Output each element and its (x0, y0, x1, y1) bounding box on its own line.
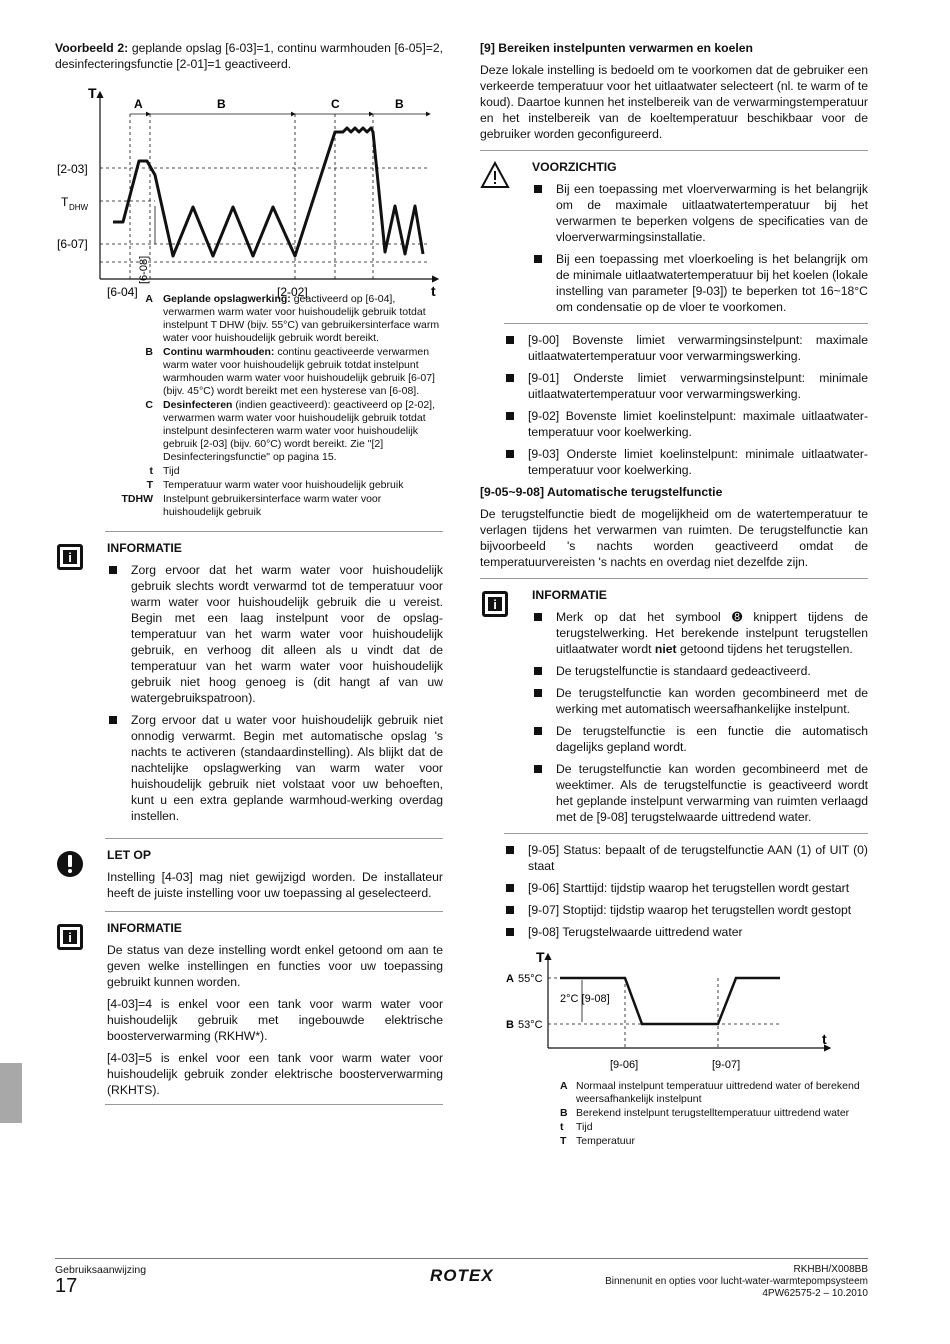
temperature-curve (113, 128, 423, 256)
x-axis-label: t (822, 1031, 827, 1047)
info-title: INFORMATIE (107, 541, 182, 555)
legend-row-a: A Normaal instelpunt temperatuur uittredend water of berekend weersafhankelijk instelpunt (560, 1080, 860, 1105)
example-heading: Voorbeeld 2: geplande opslag [6-03]=1, continu warmhouden [6-05]=2, desinfecteringsfunctie [2-01]=1 geactiveerd. (55, 41, 443, 71)
divider (105, 911, 443, 912)
footer-doc-title: Gebruiksaanwijzing (55, 1264, 147, 1276)
list-item: Zorg ervoor dat het warm water voor huishoudelijk gebruik slechts wordt verwarmd tot de temperatuur voor warm water voor huishoudelijk gebruik die u vereist. Begin met een laag instelpunt voor de opslag-temperatuur van het warm water voor huishoudelijk gebruik, en verhoog dit alleen als u vindt dat de temperatuur van het warm water voor huishoudelijk gebruik niet hoog genoeg is (dit hangt af van uw watergebruikspatroon). (107, 562, 443, 706)
x-label-6-04: [6-04] (107, 285, 138, 299)
b-label: B (506, 1019, 514, 1031)
footer-right (605, 1264, 868, 1300)
list-item: [9-03] Onderste limiet koelinstelpunt: minimale uitlaatwater-temperatuur voor koelwerking. (504, 446, 868, 478)
right-column (480, 40, 868, 1149)
divider (105, 1104, 443, 1105)
caution-box (480, 159, 868, 315)
info-box-3 (480, 587, 868, 825)
svg-text:i: i (68, 550, 72, 565)
legend-row-t: t Tijd (149, 465, 180, 477)
section-heading: [9] Bereiken instelpunten verwarmen en koelen (480, 41, 753, 55)
x-label-2-02: [2-02] (277, 285, 308, 299)
info-icon (55, 542, 85, 572)
list-item: [9-06] Starttijd: tijdstip waarop het terugstellen wordt gestart (504, 880, 868, 896)
setback-parameter-list (504, 842, 868, 940)
list-item: Merk op dat het symbool ➑ knippert tijdens de terugstelwerking. Het berekende instelpunt terugstellen uitlaatwater wordt niet getoond tijdens het terugstellen. (532, 609, 868, 657)
divider (504, 833, 868, 834)
letop-title: LET OP (107, 848, 152, 862)
caution-title: VOORZICHTIG (532, 160, 617, 174)
divider (105, 838, 443, 839)
list-item: [9-07] Stoptijd: tijdstip waarop het terugstellen wordt gestopt (504, 902, 868, 918)
phase-label-c: C (331, 97, 340, 111)
y-label-6-07: [6-07] (57, 237, 88, 251)
legend-row-c: C Desinfecteren (indien geactiveerd): geactiveerd op [2-02], verwarmen warm water voor huishoudelijk gebruik totdat instelpunt desinfecteren warm water voor huishoudelijk gebruik [2-03] (bijv. 60°C) wordt bereikt. Zie "[2] Desinfecteringsfunctie" op pagina 15. (145, 399, 435, 463)
list-item: De terugstelfunctie is standaard gedeactiveerd. (532, 663, 868, 679)
list-item: [9-01] Onderste limiet verwarmingsinstelpunt: minimale uitlaatwatertemperatuur voor verwarmingswerking. (504, 370, 868, 402)
x-label-9-07: [9-07] (712, 1059, 741, 1071)
divider (504, 323, 868, 324)
section-text: Deze lokale instelling is bedoeld om te voorkomen dat de gebruiker een verkeerde temperatuur voor het uitlaatwater selecteert (nl. te warm of te koud). Daartoe kunnen het instelbereik van de verwarmingstemperatuur en het instelbereik van de koeltemperatuur beschikbaar voor de gebruiker worden geconfigureerd. (480, 63, 868, 141)
x-label-9-06: [9-06] (610, 1059, 639, 1071)
info-list (532, 609, 868, 825)
chart2-legend (560, 1080, 868, 1148)
list-item: De terugstelfunctie is een functie die automatisch dagelijks gepland wordt. (532, 723, 868, 755)
info-title: INFORMATIE (107, 921, 182, 935)
divider (480, 578, 868, 579)
y-label-2-03: [2-03] (57, 162, 88, 176)
info-list (107, 562, 443, 824)
y-label-tdhw-sub: DHW (69, 203, 89, 212)
info-box-1 (55, 540, 443, 824)
delta-label: 2°C [9-08] (560, 993, 610, 1005)
footer-desc: Binnenunit en opties voor lucht-water-warmtepompsysteem (605, 1276, 868, 1287)
reference-lines (548, 978, 780, 1048)
hysteresis-label: [6-08] (138, 255, 150, 284)
rotex-logo: ROTEX (430, 1266, 494, 1285)
b-value: 53°C (518, 1019, 543, 1031)
legend-row-t: t Tijd (560, 1121, 593, 1133)
divider (480, 150, 868, 151)
list-item: [9-02] Bovenste limiet koelinstelpunt: maximale uitlaatwater-temperatuur voor koelwerking. (504, 408, 868, 440)
a-label: A (506, 973, 514, 985)
legend-row-a: A Geplande opslagwerking: geactiveerd op [6-04], verwarmen warm water voor huishoudelijk gebruik totdat instelpunt T DHW (bijv. 55°C) van gebruikersinterface warm water voor huishoudelijk gebruik wordt bereikt. (145, 293, 440, 344)
page-number: 17 (55, 1275, 78, 1297)
section-text: De terugstelfunctie biedt de mogelijkheid om de watertemperatuur te verlagen tijdens het verwarmen van ruimten. De terugstelfunctie kan bijvoorbeeld 's nachts worden geactiveerd omdat de temperatuurvereisten 's nachts en overdag niet dezelfde zijn. (480, 507, 868, 569)
info-icon (55, 922, 85, 952)
legend-row-b: B Continu warmhouden: continu geactiveerde verwarmen warm water voor huishoudelijk gebruik totdat instelpunt warmhouden warm water voor huishoudelijk gebruik [6-07] (bijv. 45°C) wordt bereikt met een hysterese van [6-08]. (145, 346, 435, 397)
footer-code: 4PW62575-2 – 10.2010 (762, 1288, 868, 1299)
chart1-legend (121, 293, 443, 519)
list-item: De terugstelfunctie kan worden gecombineerd met de werking met automatisch weersafhankelijke instelpunt. (532, 685, 868, 717)
parameter-list (504, 332, 868, 478)
footer-divider (55, 1258, 868, 1259)
x-axis-label: t (431, 283, 436, 299)
y-label-tdhw: T (61, 195, 69, 209)
list-item: [9-05] Status: bepaalt of de terugstelfunctie AAN (1) of UIT (0) staat (504, 842, 868, 874)
footer-model: RKHBH/X008BB (793, 1264, 868, 1275)
list-item: Bij een toepassing met vloerverwarming is het belangrijk om de maximale uitlaatwatertemperatuur bij het verwarmen te beperken volgens de specificaties van de vloerverwarmingsinstallatie. (532, 181, 868, 245)
legend-row-tdhw: TDHW Instelpunt gebruikersinterface warm water voor huishoudelijk gebruik (121, 493, 382, 518)
list-item: De terugstelfunctie kan worden gecombineerd met de weektimer. Als de terugstelfunctie is geactiveerd wordt het geplande instelpunt verwarming van ruimten verlaagd met de [9-08] terugstelwaarde uittredend water. (532, 761, 868, 825)
info-title: INFORMATIE (532, 588, 607, 602)
legend-row-T: T Temperatuur (560, 1135, 635, 1147)
legend-row-T: T Temperatuur warm water voor huishoudelijk gebruik (146, 479, 404, 491)
setback-chart (480, 946, 868, 1076)
info-para: [4-03]=5 is enkel voor een tank voor warm water voor huishoudelijk gebruik zonder elektrische boosterverwarming (RKHTS). (107, 1051, 443, 1097)
caution-list (532, 181, 868, 315)
list-item: [9-08] Terugstelwaarde uittredend water (504, 924, 868, 940)
svg-text:i: i (68, 930, 72, 945)
info-box-2 (55, 920, 443, 1098)
legend-row-b: B Berekend instelpunt terugstelltemperatuur uittredend water (560, 1107, 850, 1119)
list-item: Zorg ervoor dat u water voor huishoudelijk gebruik niet onnodig verwarmt. Begin met automatische opslag 's nachts te activeren (standaardinstelling). Als blijkt dat de nachtelijke opslagwerking van warm water voor huishoudelijk gebruik niet volstaat voor uw behoeften, kunt u een extra geplande warmhoud-werking overdag instellen. (107, 712, 443, 824)
dhw-storage-chart (55, 84, 443, 299)
divider (105, 531, 443, 532)
y-axis-label: T (88, 85, 97, 101)
letop-box (55, 847, 443, 901)
exclamation-icon (55, 849, 85, 879)
info-para: [4-03]=4 is enkel voor een tank voor warm water voor huishoudelijk gebruik met ingebouwde elektrische boosterverwarming (RKHW*). (107, 997, 443, 1043)
setback-symbol-icon: ➑ (731, 610, 743, 624)
letop-text: Instelling [4-03] mag niet gewijzigd worden. De installateur heeft de juiste instelling voor uw toepassing al geselecteerd. (107, 870, 443, 900)
left-column (55, 40, 443, 1113)
side-tab (0, 1063, 22, 1123)
a-value: 55°C (518, 973, 543, 985)
info-icon (480, 589, 510, 619)
phase-label-a: A (134, 97, 143, 111)
phase-label-b2: B (395, 97, 404, 111)
list-item: [9-00] Bovenste limiet verwarmingsinstelpunt: maximale uitlaatwatertemperatuur voor verwarmingswerking. (504, 332, 868, 364)
svg-text:i: i (493, 597, 497, 612)
info-para: De status van deze instelling wordt enkel getoond om aan te geven welke instellingen en functies voor uw toepassing gebruikt kunnen worden. (107, 943, 443, 989)
y-axis-label: T (536, 949, 545, 965)
list-item: Bij een toepassing met vloerkoeling is het belangrijk om de minimale uitlaatwatertemperatuur bij het koelen (lokale instelling van parameter [9-03]) te beperken tot 16~18°C om condensatie op de vloer te voorkomen. (532, 251, 868, 315)
phase-label-b1: B (217, 97, 226, 111)
section-heading: [9-05~9-08] Automatische terugstelfunctie (480, 485, 723, 499)
warning-triangle-icon (480, 161, 510, 189)
